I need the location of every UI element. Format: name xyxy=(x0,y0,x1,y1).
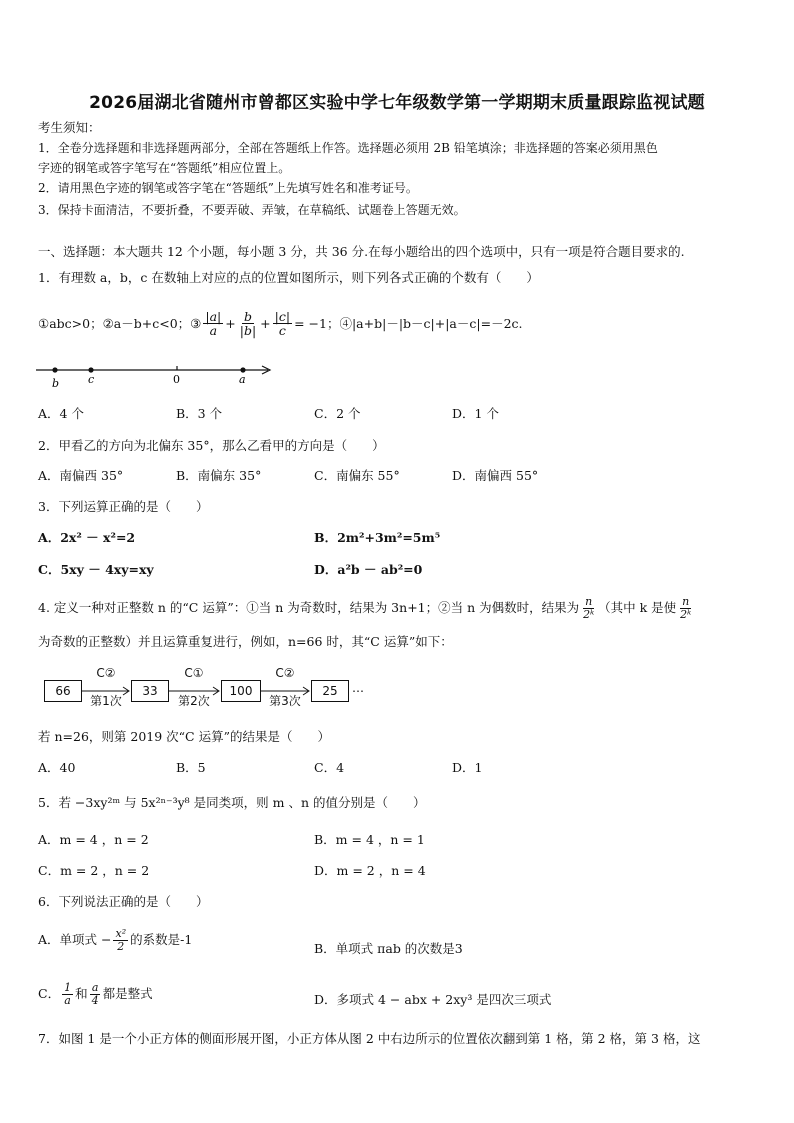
q2-choice-d: D．南偏西 55° xyxy=(452,468,539,483)
q6-c-fraction-1: $\frac{1}{a}$ xyxy=(64,981,72,1007)
q5-choice-b: B．m = 4 ，n = 1 xyxy=(314,832,425,847)
q3-choice-c: C．5xy － 4xy=xy xyxy=(38,562,154,577)
q6-c-prefix: C． xyxy=(38,986,61,1002)
label-b: b xyxy=(52,377,60,390)
plus-sign: + xyxy=(260,315,271,331)
notice-heading: 考生须知： xyxy=(38,120,101,135)
q5-choice-c: C．m = 2 ，n = 2 xyxy=(38,863,150,878)
number-line-figure xyxy=(30,358,280,390)
label-c: c xyxy=(88,373,95,386)
q6-a-fraction: $\frac{\text{x²}}{2}$ xyxy=(115,927,127,953)
q6-choice-d: D．多项式 4 − abx + 2xy³ 是四次三项式 xyxy=(314,992,552,1007)
point-a xyxy=(240,367,245,372)
q6-choice-c xyxy=(38,982,153,1006)
q1-stem: 1．有理数 a，b，c 在数轴上对应的点的位置如图所示，则下列各式正确的个数有（ ） xyxy=(38,270,539,285)
q1-statement-1-2: ①abc>0；②a－b+c<0；③ xyxy=(38,315,202,331)
flow-box-3: 100 xyxy=(221,680,261,702)
flow-ellipsis: … xyxy=(352,681,364,695)
q1-statement-3-4: = −1；④|a+b|－|b－c|+|a－c|=－2c. xyxy=(294,315,523,331)
q4-choice-b: B．5 xyxy=(176,760,206,775)
q4-stem-part-a: 4. 定义一种对正整数 n 的“C 运算”：①当 n 为奇数时，结果为 3n+1；②当 n 为偶数时，结果为 xyxy=(38,600,580,616)
q4-choice-c: C．4 xyxy=(314,760,345,775)
q3-choice-d: D．a²b － ab²=0 xyxy=(314,562,423,577)
q3-stem: 3．下列运算正确的是（ ） xyxy=(38,499,209,514)
q6-c-suffix: 都是整式 xyxy=(102,986,153,1002)
q6-c-fraction-2: $\frac{a}{4}$ xyxy=(91,981,99,1007)
flow-step-1: 第1次 xyxy=(90,694,122,708)
notice-item-1b: 字迹的钢笔或答字笔写在“答题纸”相应位置上。 xyxy=(38,161,291,175)
section-heading: 一、选择题：本大题共 12 个小题，每小题 3 分，共 36 分.在每小题给出的四个选项中，只有一项是符合题目要求的. xyxy=(38,244,685,259)
page-title: 2026届湖北省随州市曾都区实验中学七年级数学第一学期期末质量跟踪监视试题 xyxy=(89,93,705,113)
point-c xyxy=(88,367,93,372)
q1-fraction-2: $\frac{b}{|b|}$ xyxy=(239,309,257,339)
q5-choice-a: A．m = 4 ，n = 2 xyxy=(38,832,149,847)
q4-stem-part-b: （其中 k 是使 xyxy=(598,600,677,616)
flow-box-4: 25 xyxy=(311,680,349,702)
q1-choice-a: A．4 个 xyxy=(38,406,84,421)
q1-choice-b: B．3 个 xyxy=(176,406,223,421)
q4-ask: 若 n=26，则第 2019 次“C 运算”的结果是（ ） xyxy=(38,729,330,744)
flow-op-2: C① xyxy=(184,666,204,680)
q7-stem: 7．如图 1 是一个小正方体的侧面形展开图，小正方体从图 2 中右边所示的位置依次翻到第 1 格，第 2 格，第 3 格，这 xyxy=(38,1031,701,1046)
q2-choice-c: C．南偏东 55° xyxy=(314,468,400,483)
q2-stem: 2．甲看乙的方向为北偏东 35°，那么乙看甲的方向是（ ） xyxy=(38,438,385,453)
notice-item-1a: 1．全卷分选择题和非选择题两部分，全部在答题纸上作答。选择题必须用 2B 铅笔填涂；非选择题的答案必须用黑色 xyxy=(38,141,658,155)
flow-box-1: 66 xyxy=(44,680,82,702)
q4-stem-line2: 为奇数的正整数）并且运算重复进行，例如，n=66 时，其“C 运算”如下： xyxy=(38,634,453,649)
q4-choice-a: A．40 xyxy=(38,760,76,775)
label-zero: 0 xyxy=(173,373,180,386)
flow-op-3: C② xyxy=(275,666,295,680)
q1-choice-d: D．1 个 xyxy=(452,406,499,421)
flow-step-3: 第3次 xyxy=(269,694,301,708)
q2-choice-b: B．南偏东 35° xyxy=(176,468,262,483)
plus-sign: + xyxy=(225,315,236,331)
q2-choice-a: A．南偏西 35° xyxy=(38,468,124,483)
flow-box-2: 33 xyxy=(131,680,169,702)
q1-fraction-3: $\frac{|c|}{c}$ xyxy=(274,309,291,339)
q1-choice-c: C．2 个 xyxy=(314,406,361,421)
q6-a-prefix: A．单项式 − xyxy=(38,932,112,948)
q3-choice-a: A．2x² － x²=2 xyxy=(38,530,136,545)
q6-choice-a xyxy=(38,928,192,952)
q1-fraction-1: $\frac{|a|}{a}$ xyxy=(205,309,222,339)
label-a: a xyxy=(239,373,246,386)
q6-choice-b: B．单项式 πab 的次数是3 xyxy=(314,941,463,956)
q6-stem: 6．下列说法正确的是（ ） xyxy=(38,894,209,909)
flow-step-2: 第2次 xyxy=(178,694,210,708)
notice-item-2: 2．请用黑色字迹的钢笔或答字笔在“答题纸”上先填写姓名和准考证号。 xyxy=(38,181,418,195)
q4-fraction-1: $\frac{n}{\text{2ᵏ}}$ xyxy=(583,595,595,621)
q4-choice-d: D．1 xyxy=(452,760,483,775)
q3-choice-b: B．2m²+3m²=5m⁵ xyxy=(314,530,441,545)
q4-stem-line1 xyxy=(38,596,695,620)
q4-fraction-2: $\frac{n}{\text{2ᵏ}}$ xyxy=(680,595,692,621)
flow-op-1: C② xyxy=(96,666,116,680)
q6-c-mid: 和 xyxy=(75,986,88,1002)
q1-statements xyxy=(38,310,523,337)
q5-stem: 5．若 −3xy²ᵐ 与 5x²ⁿ⁻³y⁸ 是同类项，则 m 、n 的值分别是（ ） xyxy=(38,795,426,810)
q5-choice-d: D．m = 2 ，n = 4 xyxy=(314,863,426,878)
notice-item-3: 3．保持卡面清洁，不要折叠，不要弄破、弄皱，在草稿纸、试题卷上答题无效。 xyxy=(38,203,466,217)
q6-a-suffix: 的系数是-1 xyxy=(130,932,193,948)
point-b xyxy=(52,367,57,372)
